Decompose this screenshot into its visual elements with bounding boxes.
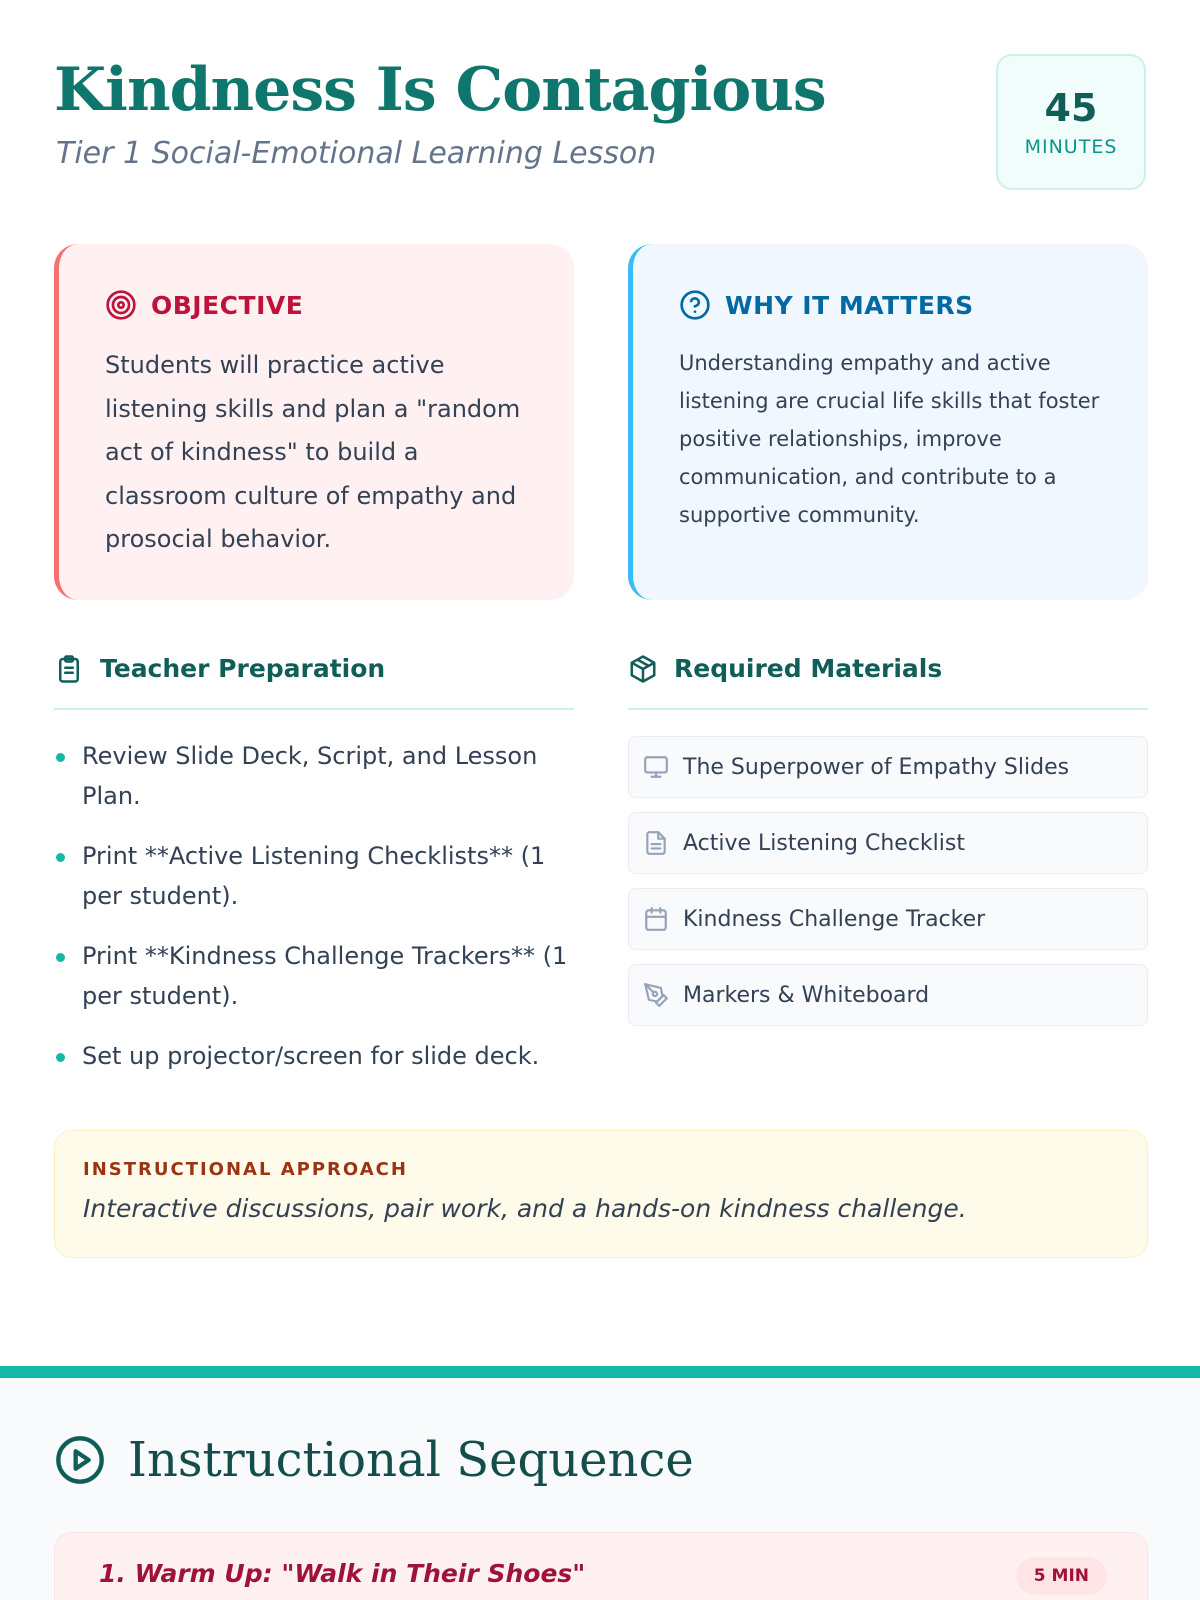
list-item-text: Print **Kindness Challenge Trackers** (1 per student). <box>82 942 568 1010</box>
target-icon <box>105 289 137 321</box>
page-title: Kindness Is Contagious <box>54 55 826 125</box>
objective-text: Students will practice active listening skills and plan a "random act of kindness" to build a classroom culture of empathy and prosocial behavior. <box>105 351 521 553</box>
required-materials-heading: Required Materials <box>674 654 943 683</box>
pen-tool-icon <box>643 982 669 1008</box>
preparation-list <box>54 736 574 1096</box>
sequence-heading: Instructional Sequence <box>128 1432 694 1488</box>
material-item <box>628 812 1148 874</box>
step-duration-badge: 5 MIN <box>1016 1557 1107 1595</box>
why-it-matters-card <box>628 244 1148 600</box>
list-item <box>54 836 574 916</box>
material-item <box>628 964 1148 1026</box>
monitor-icon <box>643 754 669 780</box>
material-label: Active Listening Checklist <box>683 830 965 856</box>
approach-label: INSTRUCTIONAL APPROACH <box>83 1159 408 1180</box>
objective-header <box>105 288 534 322</box>
material-item <box>628 888 1148 950</box>
list-item-text: Review Slide Deck, Script, and Lesson Plan. <box>82 742 538 810</box>
question-circle-icon <box>679 289 711 321</box>
play-circle-icon <box>54 1434 106 1486</box>
materials-list <box>628 736 1148 1040</box>
bullet-icon <box>56 1053 65 1062</box>
list-item <box>54 1036 574 1076</box>
sequence-header <box>54 1432 694 1488</box>
why-header <box>679 288 1108 322</box>
teacher-preparation-heading: Teacher Preparation <box>100 654 386 683</box>
sequence-step-card[interactable] <box>54 1532 1148 1600</box>
objective-card <box>54 244 574 600</box>
calendar-icon <box>643 906 669 932</box>
why-heading: WHY IT MATTERS <box>725 290 974 320</box>
duration-unit: MINUTES <box>1024 136 1118 158</box>
document-icon <box>643 830 669 856</box>
approach-text: Interactive discussions, pair work, and a hands-on kindness challenge. <box>83 1194 967 1223</box>
page-subtitle: Tier 1 Social-Emotional Learning Lesson <box>56 136 657 171</box>
bullet-icon <box>56 753 65 762</box>
objective-heading: OBJECTIVE <box>151 290 304 320</box>
why-text: Understanding empathy and active listening are crucial life skills that foster positive relationships, improve communication, and contribute to a supportive community. <box>679 351 1100 527</box>
duration-value: 45 <box>1044 86 1098 130</box>
instructional-approach-box <box>54 1130 1148 1258</box>
material-label: The Superpower of Empathy Slides <box>683 754 1070 780</box>
required-materials-header <box>628 654 1148 710</box>
package-icon <box>628 654 658 684</box>
material-label: Markers & Whiteboard <box>683 982 930 1008</box>
bullet-icon <box>56 953 65 962</box>
list-item <box>54 736 574 816</box>
material-item <box>628 736 1148 798</box>
list-item <box>54 936 574 1016</box>
step-title: 1. Warm Up: "Walk in Their Shoes" <box>99 1559 586 1588</box>
material-label: Kindness Challenge Tracker <box>683 906 986 932</box>
clipboard-icon <box>54 654 84 684</box>
list-item-text: Print **Active Listening Checklists** (1 per student). <box>82 842 546 910</box>
bullet-icon <box>56 853 65 862</box>
list-item-text: Set up projector/screen for slide deck. <box>82 1042 540 1070</box>
teacher-preparation-header <box>54 654 574 710</box>
duration-badge <box>996 54 1146 190</box>
